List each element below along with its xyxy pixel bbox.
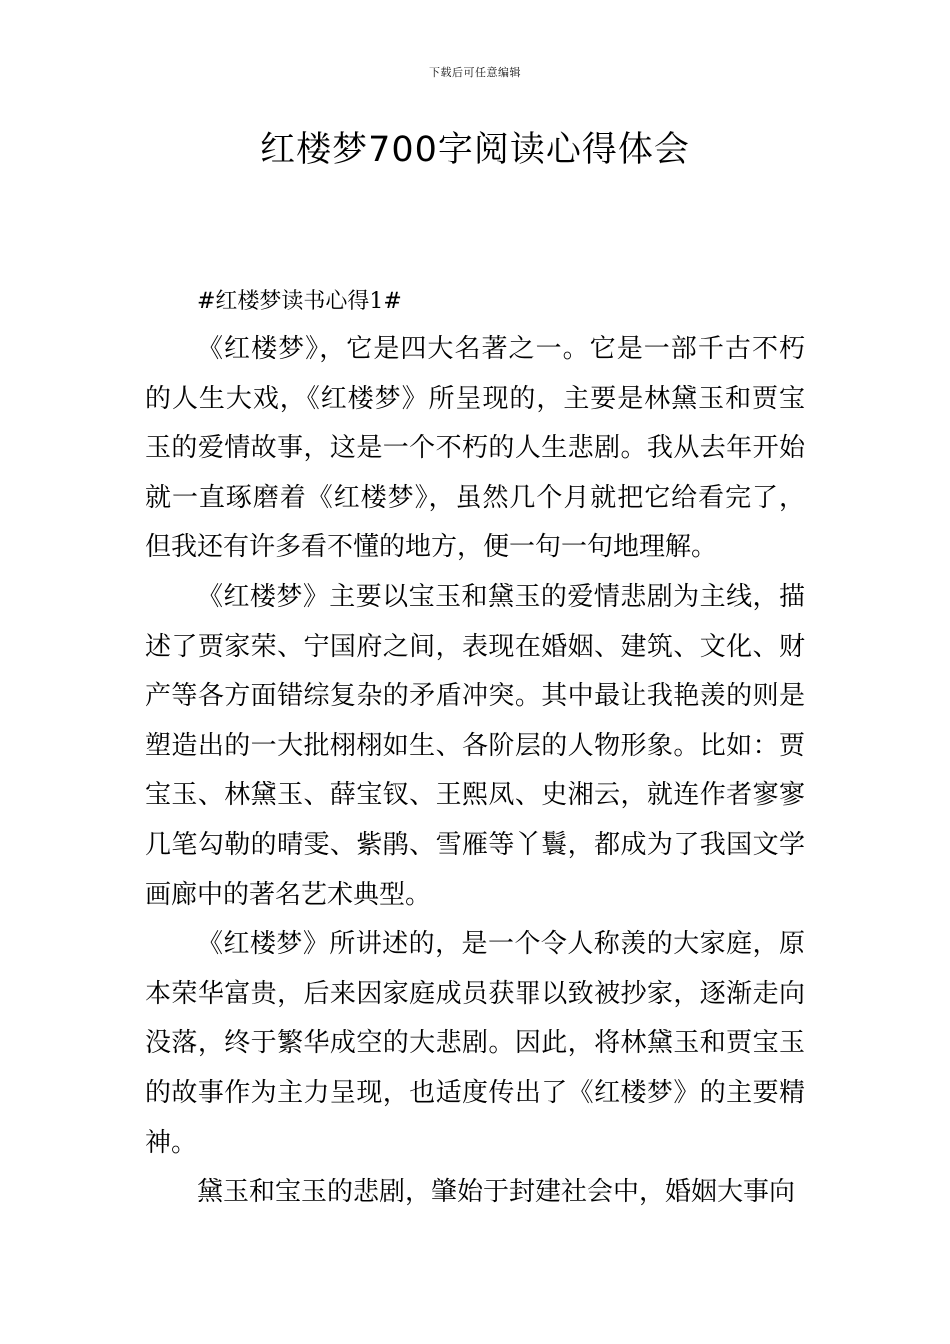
body-paragraph: 《红楼梦》，它是四大名著之一。它是一部千古不朽的人生大戏，《红楼梦》所呈现的，主要是林黛玉和贾宝玉的爱情故事，这是一个不朽的人生悲剧。我从去年开始就一直琢磨着《红楼梦》，虽然几个月就把它给看完了，但我还有许多看不懂的地方，便一句一句地理解。 [145, 334, 805, 563]
body-paragraph: 黛玉和宝玉的悲剧，肇始于封建社会中，婚姻大事向 [197, 1177, 796, 1208]
section-heading: #红楼梦读书心得1# [197, 289, 402, 314]
body-paragraph: 《红楼梦》所讲述的，是一个令人称羡的大家庭，原本荣华富贵，后来因家庭成员获罪以致被抄家，逐渐走向没落，终于繁华成空的大悲剧。因此，将林黛玉和贾宝玉的故事作为主力呈现，也适度传出了《红楼梦》的主要精神。 [145, 929, 805, 1158]
body-paragraph: 《红楼梦》主要以宝玉和黛玉的爱情悲剧为主线，描述了贾家荣、宁国府之间，表现在婚姻、建筑、文化、财产等各方面错综复杂的矛盾冲突。其中最让我艳羡的则是塑造出的一大批栩栩如生、各阶层的人物形象。比如：贾宝玉、林黛玉、薛宝钗、王熙凤、史湘云，就连作者寥寥几笔勾勒的晴雯、紫鹃、雪雁等丫鬟，都成为了我国文学画廊中的著名艺术典型。 [145, 581, 805, 910]
document-body [145, 279, 805, 1218]
page-header-note: 下载后可任意编辑 [429, 66, 521, 79]
document-title: 红楼梦700字阅读心得体会 [260, 130, 690, 170]
